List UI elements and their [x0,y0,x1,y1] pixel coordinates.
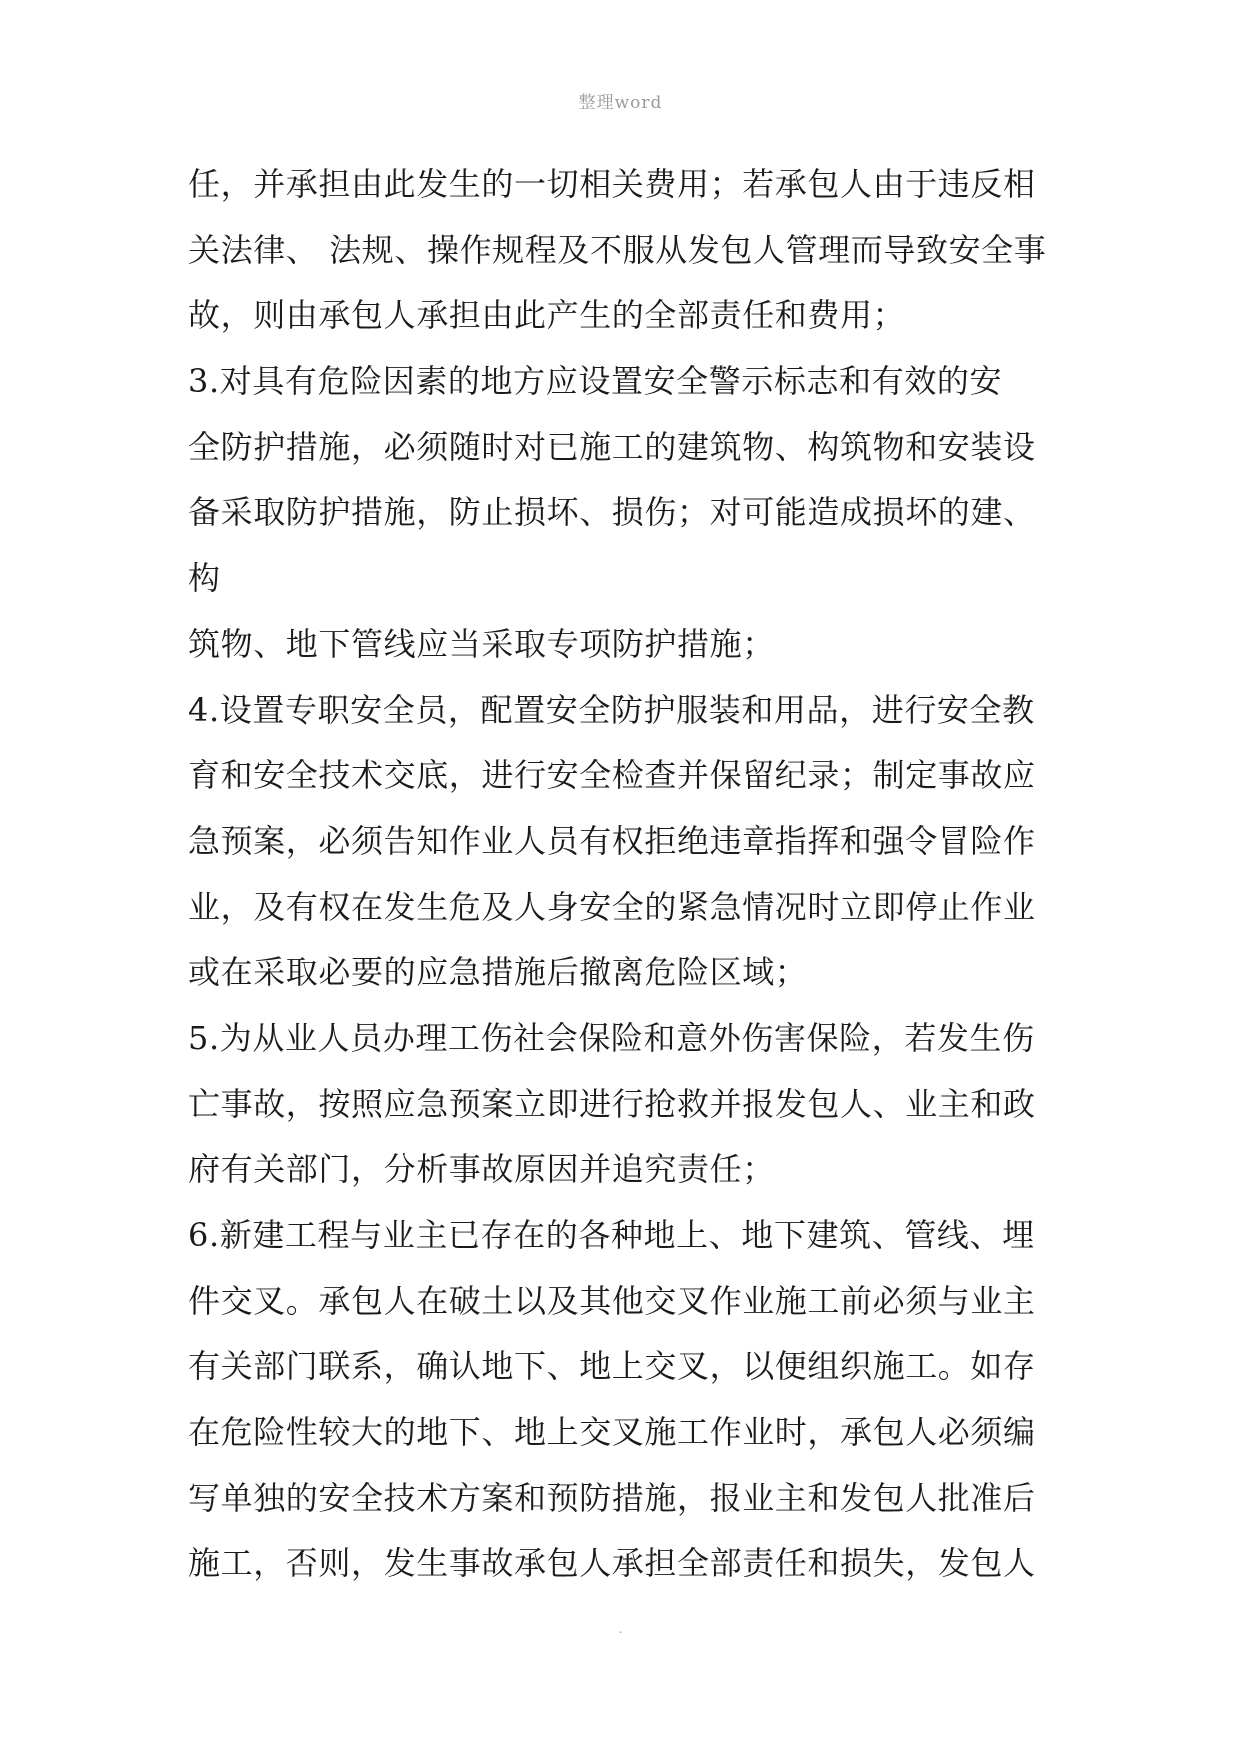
document-body [188,152,1068,1597]
text-line: 在危险性较大的地下、地上交叉施工作业时，承包人必须编 [188,1413,1036,1452]
text-line: 4.设置专职安全员，配置安全防护服装和用品，进行安全教 [188,690,1035,729]
text-line: 关法律、 法规、操作规程及不服从发包人管理而导致安全事 [188,230,1047,269]
text-line: 施工，否则，发生事故承包人承担全部责任和损失，发包人 [188,1544,1036,1583]
text-line: 件交叉。承包人在破土以及其他交叉作业施工前必须与业主 [188,1281,1036,1320]
text-line: 故，则由承包人承担由此产生的全部责任和费用； [188,296,906,335]
page-footer: . [618,1622,623,1636]
text-line: 业，及有权在发生危及人身安全的紧急情况时立即停止作业 [188,887,1036,926]
text-line: 有关部门联系，确认地下、地上交叉，以便组织施工。如存 [188,1347,1036,1386]
text-line: 5.为从业人员办理工伤社会保险和意外伤害保险，若发生伤 [188,1018,1035,1057]
text-line: 3.对具有危险因素的地方应设置安全警示标志和有效的安 [188,362,1003,401]
text-line: 亡事故，按照应急预案立即进行抢救并报发包人、业主和政 [188,1084,1036,1123]
text-line: 府有关部门，分析事故原因并追究责任； [188,1150,775,1189]
text-line: 备采取防护措施，防止损坏、损伤；对可能造成损坏的建、 [188,493,1036,532]
text-line: 筑物、地下管线应当采取专项防护措施； [188,624,775,663]
text-line: 任，并承担由此发生的一切相关费用；若承包人由于违反相 [188,165,1036,203]
text-line: 写单独的安全技术方案和预防措施，报业主和发包人批准后 [188,1478,1036,1517]
text-line: 急预案，必须告知作业人员有权拒绝违章指挥和强令冒险作 [188,821,1036,860]
page-header: 整理word [578,93,663,113]
text-line: 全防护措施，必须随时对已施工的建筑物、构筑物和安装设 [188,427,1036,466]
text-line: 6.新建工程与业主已存在的各种地上、地下建筑、管线、埋 [188,1216,1035,1254]
text-line: 构 [188,559,221,598]
text-line: 育和安全技术交底，进行安全检查并保留纪录；制定事故应 [188,756,1036,795]
text-line: 或在采取必要的应急措施后撤离危险区域； [188,953,808,992]
